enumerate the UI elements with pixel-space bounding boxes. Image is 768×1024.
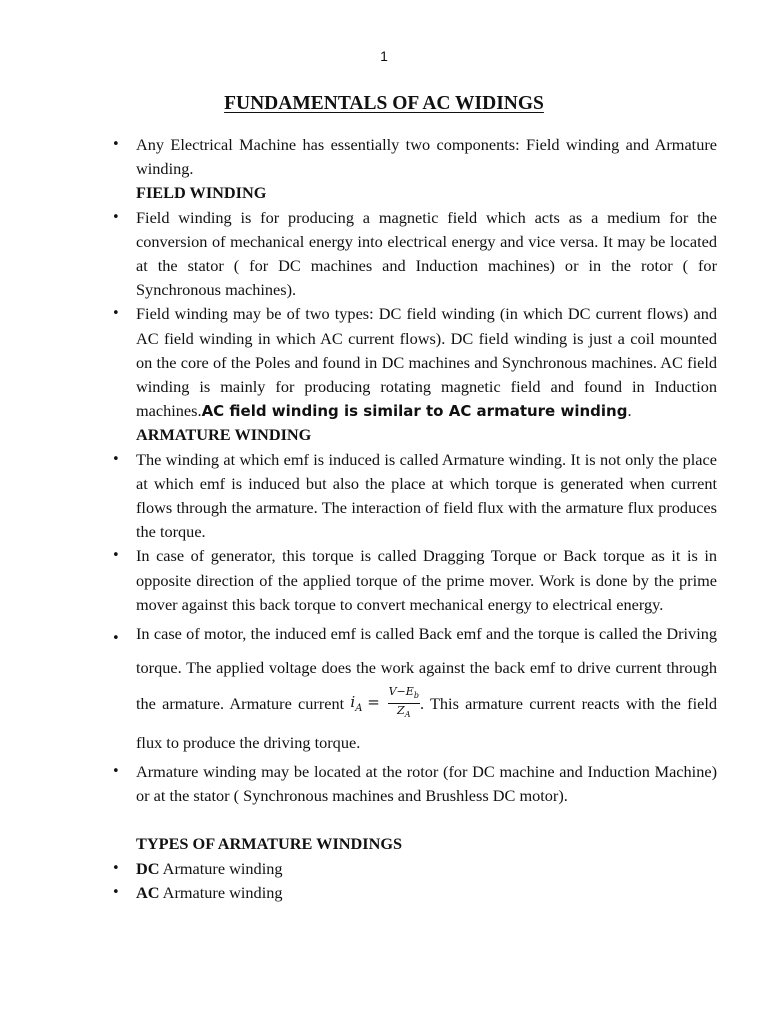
bullet-icon: • [112,137,120,152]
formula-lhs-sub: A [355,703,363,715]
section-heading-field-winding: FIELD WINDING [136,183,267,203]
denominator-text: Z [397,703,405,717]
formula-fraction [388,685,420,720]
field-bold-note: AC field winding is similar to AC armature winding [201,402,628,421]
document-body [0,133,768,905]
bullet-icon: • [112,548,120,564]
numerator-text: V−E [388,685,414,699]
type-ac-bold: AC [136,882,160,902]
section-heading-types: TYPES OF ARMATURE WINDINGS [136,834,403,854]
list-item-motor [0,617,768,760]
list-item-location [0,760,768,808]
bullet-icon: • [112,631,120,647]
list-item-type-dc [0,857,768,881]
type-dc-rest: Armature winding [159,858,283,878]
list-item-armature-2 [0,544,768,617]
intro-text: Any Electrical Machine has essentially two components: Field winding and Armature winding. [136,135,717,179]
section-heading-armature-winding: ARMATURE WINDING [136,425,312,445]
field-tail-period: . [627,401,632,421]
spacer [0,808,768,832]
denominator-sub: A [404,709,411,719]
list-item-armature-1 [0,448,768,545]
armature-current-formula [350,685,420,726]
bullet-icon: • [112,451,120,467]
type-ac-rest: Armature winding [159,882,283,902]
bullet-icon: • [112,860,120,876]
list-item-field-1 [0,206,768,303]
location-text: Armature winding may be located at the rotor (for DC machine and Induction Machine) or at the stator ( Synchronous machines and Brushless DC motor). [136,762,717,806]
list-item-intro [0,133,768,181]
formula-lhs: i [350,693,356,712]
bullet-icon: • [112,884,120,900]
field-text-1: Field winding is for producing a magnetic field which acts as a medium for the conversion of mechanical energy into electrical energy and vice versa. It may be located at the stator ( for DC machines and Induction machines) or in the rotor ( for Synchronous machines). [136,207,717,300]
page-number: 1 [380,48,388,64]
armature-text-1: The winding at which emf is induced is called Armature winding. It is not only the place at which emf is induced but also the place at which torque is generated when current flows through the armature. The interaction of field flux with the armature flux produces the torque. [136,449,717,542]
armature-text-2: In case of generator, this torque is called Dragging Torque or Back torque as it is in opposite direction of the applied torque of the prime mover. Work is done by the prime mover against this back torque to convert mechanical energy to electrical energy. [136,546,717,614]
formula-denominator [388,704,420,721]
type-dc-bold: DC [136,858,160,878]
bullet-icon: • [112,764,120,780]
list-item-type-ac [0,881,768,905]
motor-text-after: . This armature current reacts with the field flux to produce the driving torque. [136,694,717,753]
formula-numerator [388,685,420,703]
page-title: FUNDAMENTALS OF AC WIDINGS [224,93,544,114]
list-item-field-2 [0,302,768,423]
numerator-sub: b [413,691,419,701]
field-text-2: Field winding may be of two types: DC field winding (in which DC current flows) and AC field winding in which AC current flows). DC field winding is just a coil mounted on the core of the Poles and found in DC machines and Synchronous machines. AC field winding is mainly for producing rotating magnetic field and found in Induction machines. [136,304,717,421]
motor-text-before: In case of motor, the induced emf is called Back emf and the torque is called the Driving torque. The applied voltage does the work against the back emf to drive current through the armature. Armature current [136,624,717,714]
bullet-icon: • [112,306,120,322]
formula-equals: = [367,693,380,712]
bullet-icon: • [112,209,120,225]
